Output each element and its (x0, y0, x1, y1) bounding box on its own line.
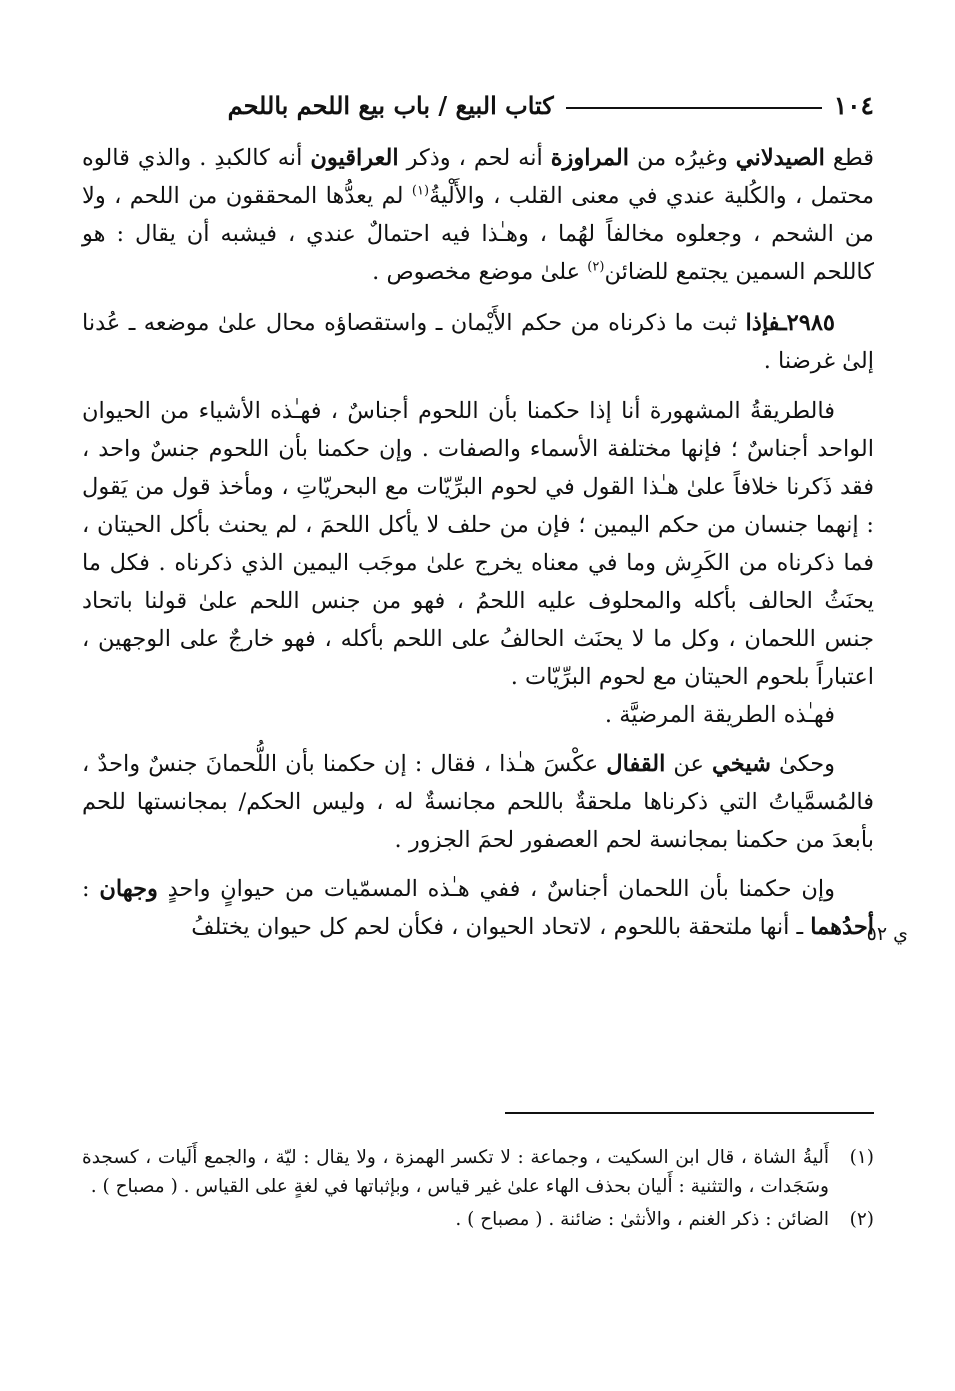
footnote-number: (١) (849, 1147, 874, 1168)
paragraph-approved-method: فهـٰذه الطريقة المرضيَّة . (604, 702, 835, 728)
text-segment: قطع (832, 145, 875, 171)
manuscript-margin-note: ي ٥٢ (866, 923, 908, 945)
text-segment: علىٰ موضع مخصوص . (372, 259, 581, 285)
paragraph-two-views (82, 870, 874, 946)
footnote-number: (٢) (849, 1209, 874, 1230)
header-rule (566, 107, 822, 109)
text-segment: عكْسَ هـٰذا ، فقال : إن حكمنا بأن اللُّحمانَ جنسٌ واحدٌ ، فالمُسمَّياتُ التي ذكرناها ملحقةٌ باللحم مجانسةٌ له ، وليس الحكم/ بمجانستها للحم بأبعدَ من حكمنا بمجانسة لحم العصفور لحمَ الجزور . (82, 751, 874, 853)
bold-name-shaykhi: شيخي (712, 751, 771, 777)
text-segment: ثبت ما ذكرناه من حكم الأَيْمان ـ واستقصاؤه محال علىٰ موضعه ـ عُدنا إلىٰ غرضنا . (82, 310, 874, 374)
paragraph-2985 (82, 304, 874, 380)
footnotes (82, 1143, 874, 1238)
paragraph-main-method: فالطريقةُ المشهورة أنا إذا حكمنا بأن اللحوم أجناسٌ ، فهـٰذه الأشياء من الحيوان الواحد أجناسٌ ؛ فإنها مختلفة الأسماء والصفات . وإن حكمنا بأن اللحوم جنسٌ واحد ، فقد ذَكرنا خلافاً علىٰ هـٰذا القول في لحوم البرِّيّات مع البحريّاتِ ، ومأخذ قول من يَقول : إنهما جنسان من حكم اليمين ؛ فإن من حلف لا يأكل اللحمَ ، لم يحنث بأكل الحيتان ، فما ذكرناه من الكَرِش وما في معناه يخرج علىٰ موجَب اليمين الذي ذكرناه . فكل ما يحنَثُ الحالف بأكله والمحلوف عليه اللحمُ ، فهو من جنس اللحم علىٰ قولنا باتحاد جنس اللحمان ، وكل ما لا يحنَث الحالفُ على اللحم بأكله ، فهو خارجٌ على الوجهين ، اعتباراً بلحوم الحيتان مع لحوم البرِّيّات . (82, 398, 874, 690)
text-segment: : (82, 876, 90, 902)
text-segment: عن (673, 751, 704, 777)
footnote-1 (82, 1143, 874, 1201)
bold-name-iraqiyun: العراقيون (310, 145, 399, 171)
footnote-2 (82, 1205, 874, 1234)
page-header (82, 86, 874, 124)
bold-two-views: وجهان (99, 876, 158, 902)
bold-name-qaffal: القفال (606, 751, 666, 777)
text-segment: وغيرُه من (637, 145, 728, 171)
running-title: كتاب البيع / باب بيع اللحم باللحم (227, 90, 554, 120)
paragraph-number: ٢٩٨٥ (786, 310, 835, 336)
main-text (82, 139, 874, 946)
text-segment: وإن حكمنا بأن اللحمان أجناسٌ ، ففي هـٰذه المسمّيات من حيوانٍ واحدٍ (167, 876, 835, 902)
bold-first-view: أحدُهما (810, 914, 874, 940)
page-number: ١٠٤ (833, 90, 874, 120)
footnote-divider (505, 1112, 874, 1114)
bold-name-saydalani: الصيدلاني (735, 145, 825, 171)
paragraph-qaffal-view (82, 745, 874, 859)
footnote-text: أَليةُ الشاة ، قال ابن السكيت ، وجماعة : لا تكسر الهمزة ، ولا يقال : ليّة ، والجمع أَلَيات ، كسجدة وسَجَدات ، والتثنية : أَليان بحذف الهاء علىٰ غير قياس ، وبإثباتها في لغةٍ على القياس . ( مصباح ) . (82, 1147, 829, 1197)
footnote-ref-1: (١) (411, 183, 430, 199)
paragraph-number-dash: ـ (780, 310, 787, 336)
text-segment: أنه لحم ، وذكر (406, 145, 543, 171)
text-segment: لم يعدُّها المحققون من اللحم ، ولا من الشحم ، وجعلوه مخالفاً لهُما ، وهـٰذا فيه احتمالٌ عندي ، فيشبه أن يقال : هو كاللحم السمين يجتمع للضائن (82, 183, 874, 285)
text-segment: ـ أنها ملتحقة باللحوم ، لاتحاد الحيوان ، فكأن لحم كل حيوان يختلفُ (191, 914, 804, 940)
paragraph-continued (82, 139, 874, 291)
paragraph-lead-word: فإذا (745, 310, 781, 336)
bold-name-marawiza: المراوزة (550, 145, 630, 171)
text-segment: وحكىٰ (779, 751, 835, 777)
footnote-text: الضائن : ذكر الغنم ، والأنثىٰ : ضائنة . ( مصباح ) . (455, 1209, 829, 1230)
footnote-ref-2: (٢) (587, 259, 605, 275)
text-segment: أنه كالكبدِ . والذي قالوه محتمل ، والكُلية عندي في معنى القلب ، والأَلْيةُ (82, 145, 875, 209)
